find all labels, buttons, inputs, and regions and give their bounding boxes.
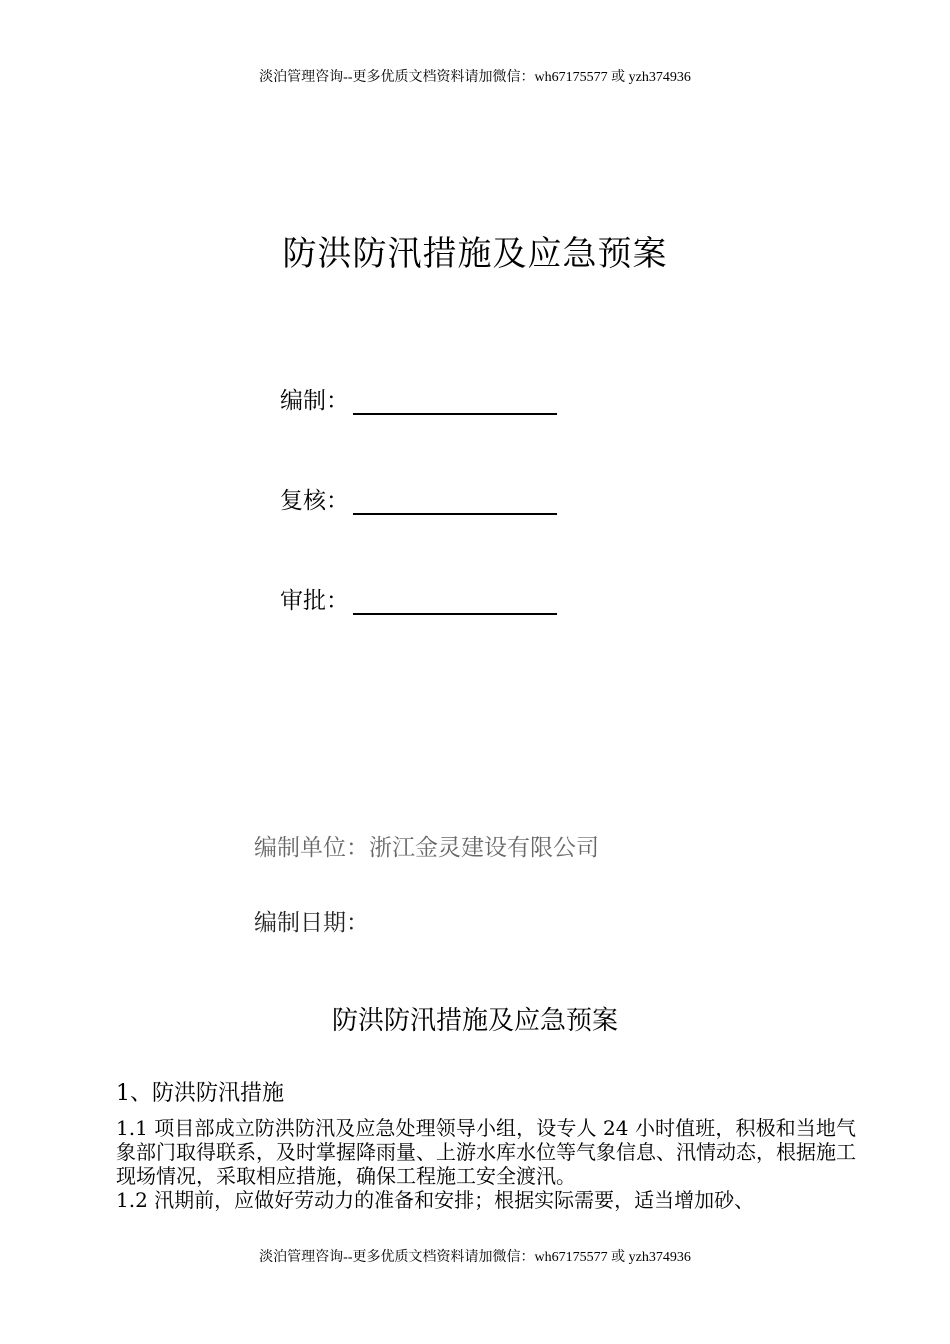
paragraph: 1.1 项目部成立防洪防汛及应急处理领导小组，设专人 24 小时值班，积极和当地气象部门取得联系，及时掌握降雨量、上游水库水位等气象信息、汛情动态，根据施工现场情况，采取相应措施，确保工程施工安全渡汛。 xyxy=(116,1116,856,1188)
compiling-organization: 编制单位：浙江金灵建设有限公司 xyxy=(254,835,599,861)
signature-row-review xyxy=(280,482,557,515)
section-heading: 1、防洪防汛措施 xyxy=(116,1081,284,1106)
signature-row-approve xyxy=(280,582,557,615)
page-footer: 淡泊管理咨询--更多优质文档资料请加微信：wh67175577 或 yzh374936 xyxy=(259,1250,691,1265)
signature-label-compile: 编制： xyxy=(280,388,349,414)
page-header: 淡泊管理咨询--更多优质文档资料请加微信：wh67175577 或 yzh374936 xyxy=(259,70,691,85)
paragraph: 1.2 汛期前，应做好劳动力的准备和安排；根据实际需要，适当增加砂、 xyxy=(116,1188,755,1212)
body-text xyxy=(116,1116,856,1212)
document-title: 防洪防汛措施及应急预案 xyxy=(282,234,668,274)
signature-label-review: 复核： xyxy=(280,488,349,514)
signature-row-compile xyxy=(280,382,557,415)
signature-line-review xyxy=(353,489,557,515)
content-title: 防洪防汛措施及应急预案 xyxy=(331,1006,618,1036)
compile-date-label: 编制日期： xyxy=(254,910,369,936)
signature-line-approve xyxy=(353,589,557,615)
signature-label-approve: 审批： xyxy=(280,588,349,614)
signature-line-compile xyxy=(353,389,557,415)
